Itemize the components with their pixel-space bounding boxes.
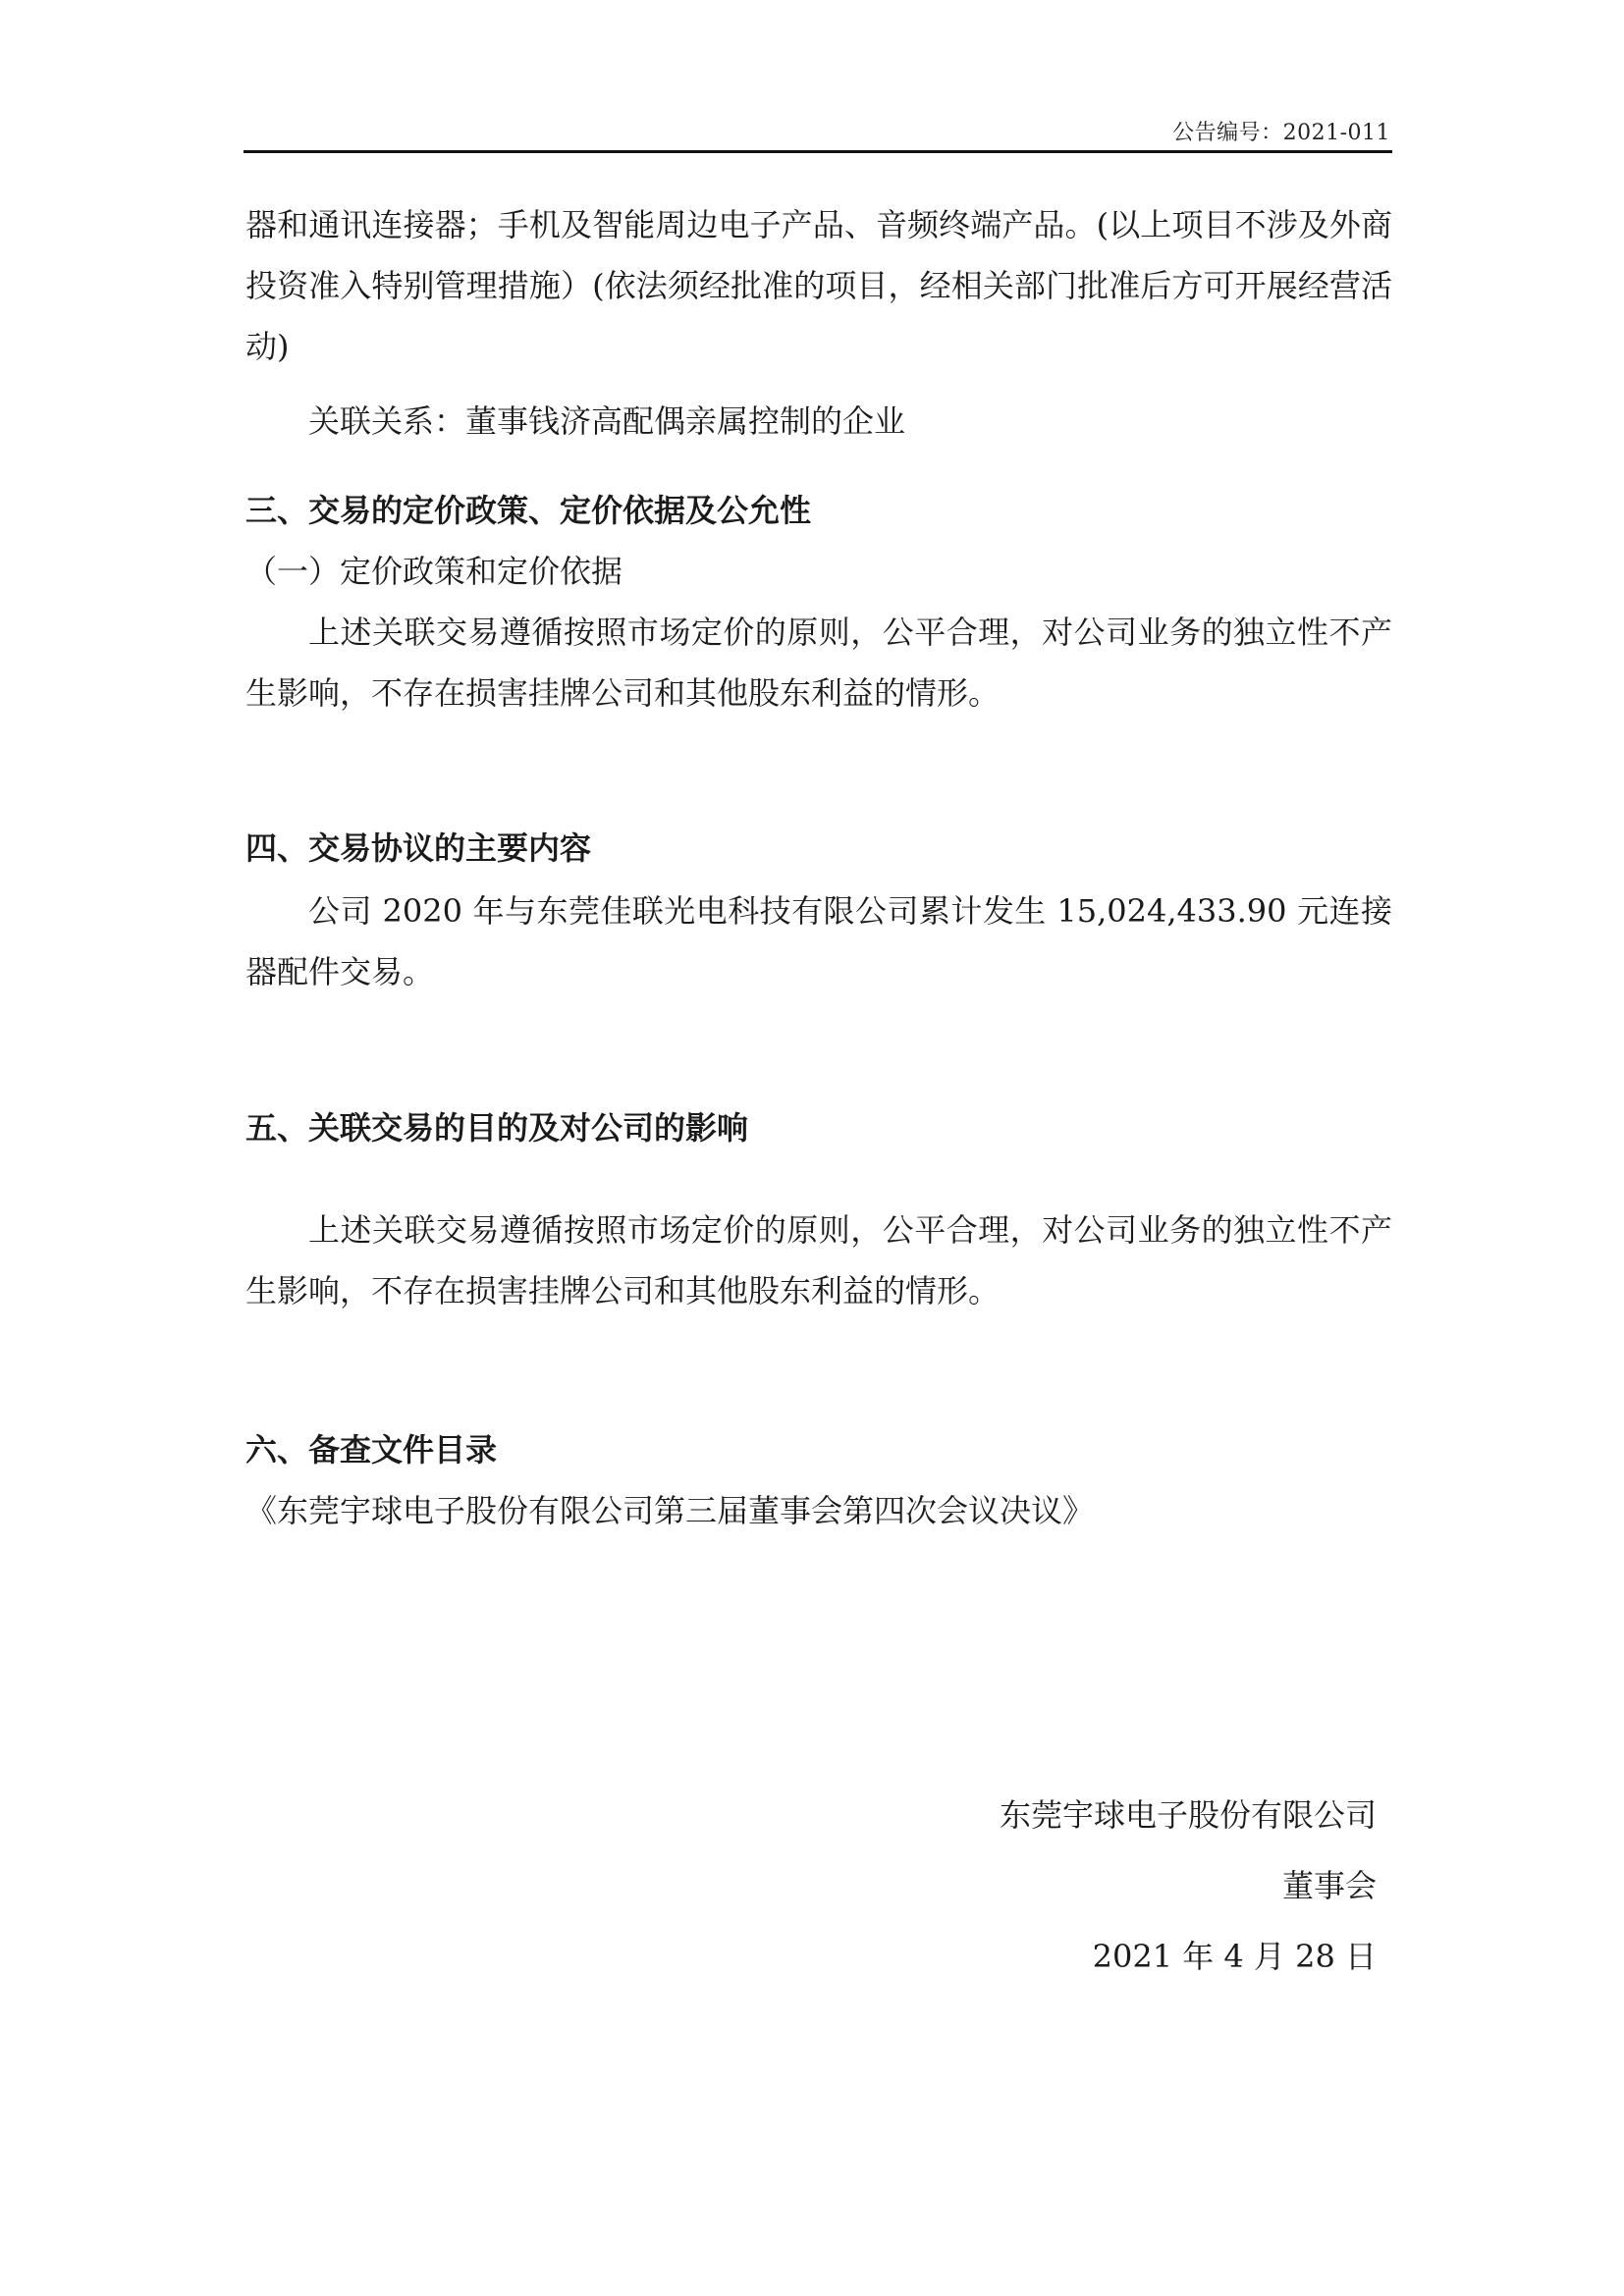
announcement-number: 公告编号：2021-011 [1172, 121, 1390, 145]
section5-body: 上述关联交易遵循按照市场定价的原则，公平合理，对公司业务的独立性不产生影响，不存在损害挂牌公司和其他股东利益的情形。 [245, 1211, 1392, 1309]
section3-body: 上述关联交易遵循按照市场定价的原则，公平合理，对公司业务的独立性不产生影响，不存在损害挂牌公司和其他股东利益的情形。 [245, 614, 1392, 712]
section4-body: 公司 2020 年与东莞佳联光电科技有限公司累计发生 15,024,433.90 元连接器配件交易。 [245, 892, 1392, 990]
section4-heading: 四、交易协议的主要内容 [245, 829, 592, 867]
section6-body: 《东莞宇球电子股份有限公司第三届董事会第四次会议决议》 [245, 1492, 1095, 1529]
section3-heading: 三、交易的定价政策、定价依据及公允性 [245, 492, 812, 529]
section5-heading: 五、关联交易的目的及对公司的影响 [245, 1109, 749, 1147]
signature-date: 2021 年 4 月 28 日 [1092, 1938, 1377, 1975]
header-divider [244, 150, 1392, 153]
section3-subheading: （一）定价政策和定价依据 [245, 553, 623, 590]
business-scope-continuation: 器和通讯连接器；手机及智能周边电子产品、音频终端产品。(以上项目不涉及外商投资准入特别管理措施）(依法须经批准的项目，经相关部门批准后方可开展经营活动) [245, 206, 1392, 365]
relationship-line: 关联关系：董事钱济高配偶亲属控制的企业 [308, 402, 906, 440]
signature-company: 东莞宇球电子股份有限公司 [999, 1796, 1377, 1834]
signature-board: 董事会 [1281, 1867, 1377, 1904]
section6-heading: 六、备查文件目录 [245, 1431, 498, 1468]
